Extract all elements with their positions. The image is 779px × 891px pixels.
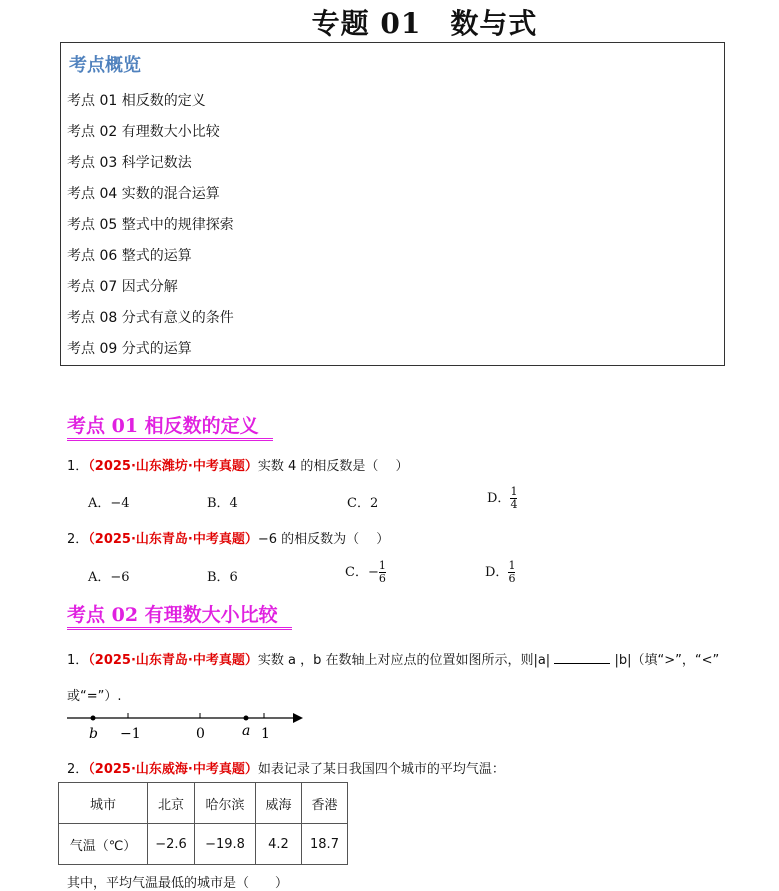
overview-item: 考点 01 相反数的定义	[67, 93, 206, 109]
number-line	[65, 708, 310, 744]
option-a: A．−4	[88, 496, 130, 511]
label-a: a	[242, 723, 251, 739]
question-1-2	[67, 528, 389, 547]
question-tail: 其中，平均气温最低的城市是（ ）	[67, 876, 289, 891]
question-2-1	[67, 649, 719, 668]
option-d	[487, 486, 517, 511]
overview-item: 考点 05 整式中的规律探索	[67, 217, 234, 233]
table-cell: 香港	[302, 783, 348, 824]
question-text: 实数 a ，b 在数轴上对应点的位置如图所示，则|a|	[257, 653, 551, 668]
option-a: A．−6	[88, 570, 130, 585]
question-number: 1．	[67, 653, 89, 668]
question-number: 2．	[67, 532, 89, 547]
overview-heading: 考点概览	[69, 55, 141, 76]
question-2-2	[67, 758, 505, 777]
fraction: $\frac{1}{6}$	[378, 559, 386, 585]
question-number: 1．	[67, 459, 89, 474]
table-cell: 哈尔滨	[195, 783, 256, 824]
overview-item: 考点 06 整式的运算	[67, 248, 192, 264]
overview-item: 考点 03 科学记数法	[67, 155, 192, 171]
option-c	[345, 560, 386, 585]
table-cell: 威海	[256, 783, 302, 824]
table-cell: 18.7	[302, 824, 348, 865]
table-cell: 城市	[59, 783, 148, 824]
question-source: （2025·山东潍坊·中考真题）	[88, 459, 258, 474]
section-heading-01: 考点 01 相反数的定义	[67, 414, 273, 441]
overview-item: 考点 02 有理数大小比较	[67, 124, 220, 140]
label-0: 0	[196, 726, 205, 742]
axis-arrow	[293, 713, 303, 723]
question-text-cont: 或“=”）.	[67, 689, 122, 704]
option-b: B．4	[207, 496, 238, 511]
question-number: 2．	[67, 762, 89, 777]
table-cell: 北京	[148, 783, 195, 824]
option-label: D．	[487, 491, 511, 506]
label-1: 1	[261, 726, 270, 742]
question-text: −6 的相反数为（ ）	[257, 532, 390, 547]
overview-item: 考点 07 因式分解	[67, 279, 178, 295]
question-text: 实数 4 的相反数是（ ）	[257, 459, 409, 474]
question-source: （2025·山东青岛·中考真题）	[88, 532, 258, 547]
overview-box	[60, 42, 725, 366]
option-c: C．2	[347, 496, 379, 511]
table-cell: −19.8	[195, 824, 256, 865]
table-row	[59, 783, 348, 824]
fraction: $\frac{1}{4}$	[510, 485, 518, 511]
label-b: b	[89, 726, 98, 742]
point-b	[91, 716, 96, 721]
point-a	[244, 716, 249, 721]
label-minus1: −1	[120, 726, 141, 742]
question-source: （2025·山东青岛·中考真题）	[88, 653, 258, 668]
table-row	[59, 824, 348, 865]
section-heading-02: 考点 02 有理数大小比较	[67, 603, 292, 630]
temperature-table	[58, 782, 348, 865]
answer-blank[interactable]	[554, 651, 610, 664]
question-text: 如表记录了某日我国四个城市的平均气温：	[257, 762, 505, 777]
option-d	[485, 560, 515, 585]
question-source: （2025·山东威海·中考真题）	[88, 762, 258, 777]
table-cell: −2.6	[148, 824, 195, 865]
overview-item: 考点 09 分式的运算	[67, 341, 192, 357]
overview-item: 考点 04 实数的混合运算	[67, 186, 220, 202]
table-cell: 气温（℃）	[59, 824, 148, 865]
overview-item: 考点 08 分式有意义的条件	[67, 310, 234, 326]
table-cell: 4.2	[256, 824, 302, 865]
option-b: B．6	[207, 570, 238, 585]
fraction: $\frac{1}{6}$	[508, 559, 516, 585]
option-label: C．−	[345, 565, 379, 580]
page-title: 专题 01 数与式	[311, 7, 538, 40]
question-1-1	[67, 455, 409, 474]
question-text: |b|（填“>”，“<”	[614, 653, 720, 668]
option-label: D．	[485, 565, 509, 580]
